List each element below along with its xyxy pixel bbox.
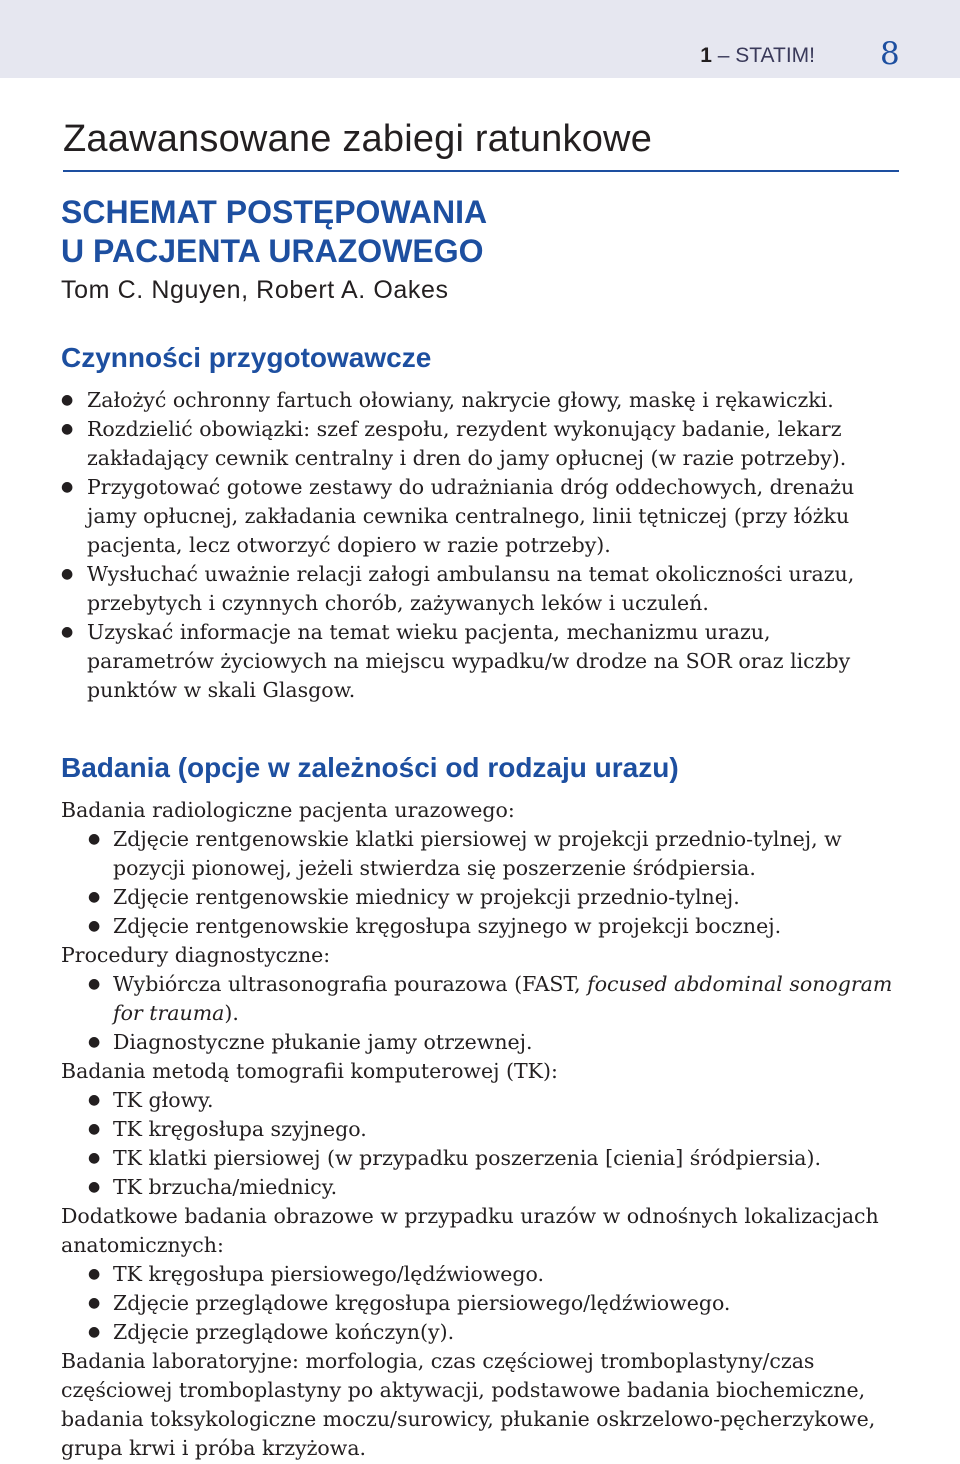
chapter-number: 1 [700, 44, 712, 67]
bullet-icon: ● [88, 1266, 101, 1282]
diagnostic-label: Procedury diagnostyczne: [61, 943, 331, 967]
bullet-icon: ● [88, 1150, 101, 1166]
bullet-icon: ● [61, 421, 74, 437]
list-item: ● Zdjęcie rentgenowskie klatki piersiowej w projekcji przednio-tylnej, w pozycji pionowej, jeżeli stwierdza się poszerzenie śródpiersia. [88, 827, 842, 880]
ct-label: Badania metodą tomografii komputerowej (TK): [61, 1059, 558, 1083]
diagnostic-list [61, 970, 901, 1057]
bullet-icon: ● [88, 1034, 101, 1050]
additional-imaging-label: Dodatkowe badania obrazowe w przypadku urazów w odnośnych lokalizacjach anatomicznych: [61, 1204, 879, 1257]
list-item: ● TK klatki piersiowej (w przypadku poszerzenia [cienia] śródpiersia). [61, 1144, 901, 1173]
list-item: ● Wybiórcza ultrasonografia pourazowa (FAST, focused abdominal sonogram for trauma). [88, 972, 893, 1025]
list-item: ● Uzyskać informacje na temat wieku pacjenta, mechanizmu urazu, parametrów życiowych na miejscu wypadku/w drodze na SOR oraz liczby punktów w skali Glasgow. [61, 620, 851, 702]
bullet-icon: ● [88, 889, 101, 905]
preparation-heading: Czynności przygotowawcze [61, 342, 432, 373]
chapter-divider [63, 170, 899, 172]
list-item: ● Diagnostyczne płukanie jamy otrzewnej. [61, 1028, 901, 1057]
examinations-heading: Badania (opcje w zależności od rodzaju urazu) [61, 752, 679, 783]
section-title-line-2: U PACJENTA URAZOWEGO [61, 233, 484, 269]
authors: Tom C. Nguyen, Robert A. Oakes [61, 276, 449, 304]
running-head [700, 44, 815, 68]
ct-list [61, 1086, 901, 1202]
list-item: ● Przygotować gotowe zestawy do udrażniania dróg oddechowych, drenażu jamy opłucnej, zakładania cewnika centralnego, linii tętniczej (przy łóżku pacjenta, lecz otworzyć dopiero w razie potrzeby). [61, 475, 855, 557]
bullet-icon: ● [61, 392, 74, 408]
examinations-section [61, 796, 901, 1463]
laboratory-paragraph: Badania laboratoryjne: morfologia, czas częściowej tromboplastyny/czas częściowej tromboplastyny po aktywacji, podstawowe badania biochemiczne, badania toksykologiczne moczu/surowicy, płukanie oskrzelowo-pęcherzykowe, grupa krwi i próba krzyżowa. [61, 1349, 876, 1460]
list-item: ● TK kręgosłupa piersiowego/lędźwiowego. [61, 1260, 901, 1289]
bullet-icon: ● [61, 624, 74, 640]
bullet-icon: ● [61, 479, 74, 495]
list-item: ● Wysłuchać uważnie relacji załogi ambulansu na temat okoliczności urazu, przebytych i czynnych chorób, zażywanych leków i uczuleń. [61, 562, 855, 615]
list-item: ● Rozdzielić obowiązki: szef zespołu, rezydent wykonujący badanie, lekarz zakładający cewnik centralny i dren do jamy opłucnej (w razie potrzeby). [61, 417, 847, 470]
bullet-icon: ● [88, 831, 101, 847]
bullet-icon: ● [88, 976, 101, 992]
bullet-icon: ● [61, 566, 74, 582]
radiology-label: Badania radiologiczne pacjenta urazowego: [61, 798, 515, 822]
bullet-icon: ● [88, 1295, 101, 1311]
list-item: ● Zdjęcie rentgenowskie miednicy w projekcji przednio-tylnej. [61, 883, 901, 912]
bullet-icon: ● [88, 918, 101, 934]
bullet-icon: ● [88, 1179, 101, 1195]
section-title-line-1: SCHEMAT POSTĘPOWANIA [61, 194, 488, 230]
bullet-icon: ● [88, 1092, 101, 1108]
page-header-band [0, 0, 960, 78]
chapter-title: Zaawansowane zabiegi ratunkowe [63, 118, 653, 160]
list-item: ● TK brzucha/miednicy. [61, 1173, 901, 1202]
list-item: ● TK kręgosłupa szyjnego. [61, 1115, 901, 1144]
list-item: ● Zdjęcie przeglądowe kończyn(y). [61, 1318, 901, 1347]
preparation-list [61, 386, 901, 705]
list-item: ● Zdjęcie przeglądowe kręgosłupa piersiowego/lędźwiowego. [61, 1289, 901, 1318]
radiology-list [61, 825, 901, 941]
additional-imaging-list [61, 1260, 901, 1347]
list-item: ● TK głowy. [61, 1086, 901, 1115]
chapter-name: – STATIM! [711, 44, 815, 67]
list-item: ● Założyć ochronny fartuch ołowiany, nakrycie głowy, maskę i rękawiczki. [61, 386, 901, 415]
bullet-icon: ● [88, 1121, 101, 1137]
list-item: ● Zdjęcie rentgenowskie kręgosłupa szyjnego w projekcji bocznej. [61, 912, 901, 941]
page-number: 8 [880, 36, 900, 72]
section-title [61, 193, 487, 271]
bullet-icon: ● [88, 1324, 101, 1340]
